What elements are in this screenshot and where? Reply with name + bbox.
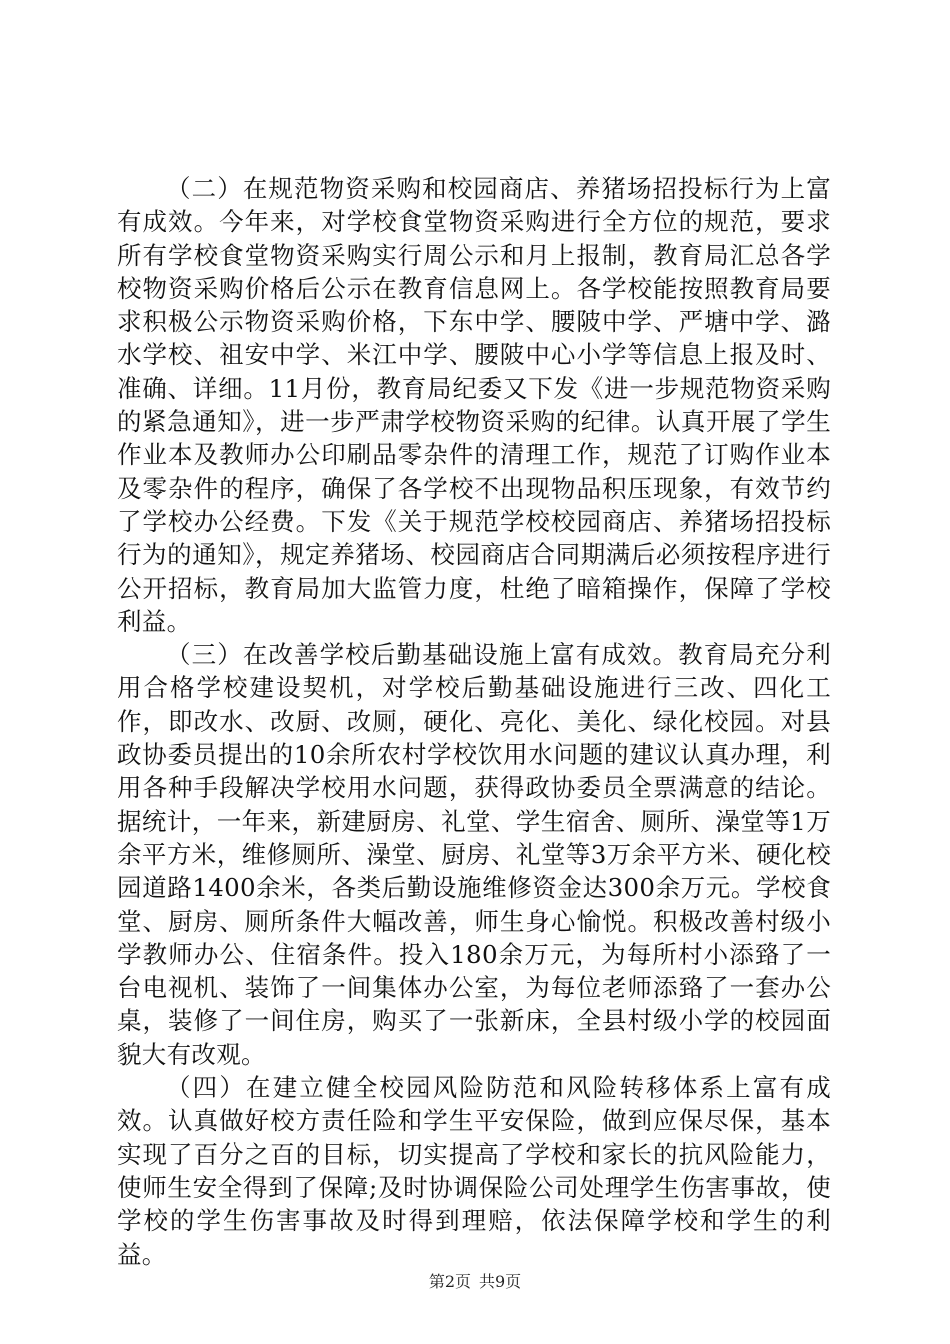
document-body [117,172,831,1271]
paragraph-infrastructure: （三）在改善学校后勤基础设施上富有成效。教育局充分利用合格学校建设契机，对学校后勤基础设施进行三改、四化工作，即改水、改厨、改厕，硬化、亮化、美化、绿化校园。对县政协委员提出的10余所农村学校饮用水问题的建议认真办理，利用各种手段解决学校用水问题，获得政协委员全票满意的结论。据统计，一年来，新建厨房、礼堂、学生宿舍、厕所、澡堂等1万余平方米，维修厕所、澡堂、厨房、礼堂等3万余平方米、硬化校园道路1400余米，各类后勤设施维修资金达300余万元。学校食堂、厨房、厕所条件大幅改善，师生身心愉悦。积极改善村级小学教师办公、住宿条件。投入180余万元，为每所村小添臵了一台电视机、装饰了一间集体办公室，为每位老师添臵了一套办公桌，装修了一间住房，购买了一张新床，全县村级小学的校园面貌大有改观。 [117,640,831,1069]
page-total: 共9页 [479,1272,522,1291]
paragraph-procurement: （二）在规范物资采购和校园商店、养猪场招投标行为上富有成效。今年来，对学校食堂物资采购进行全方位的规范，要求所有学校食堂物资采购实行周公示和月上报制，教育局汇总各学校物资采购价格后公示在教育信息网上。各学校能按照教育局要求积极公示物资采购价格，下东中学、腰陂中学、严塘中学、潞水学校、祖安中学、米江中学、腰陂中心小学等信息上报及时、准确、详细。11月份，教育局纪委又下发《进一步规范物资采购的紧急通知》，进一步严肃学校物资采购的纪律。认真开展了学生作业本及教师办公印刷品零杂件的清理工作，规范了订购作业本及零杂件的程序，确保了各学校不出现物品积压现象，有效节约了学校办公经费。下发《关于规范学校校园商店、养猪场招投标行为的通知》，规定养猪场、校园商店合同期满后必须按程序进行公开招标，教育局加大监管力度，杜绝了暗箱操作，保障了学校利益。 [117,174,831,636]
page-footer [0,1272,950,1292]
page-number: 第2页 [428,1272,471,1291]
paragraph-risk-prevention: （四）在建立健全校园风险防范和风险转移体系上富有成效。认真做好校方责任险和学生平安保险，做到应保尽保，基本实现了百分之百的目标，切实提高了学校和家长的抗风险能力，使师生安全得到了保障;及时协调保险公司处理学生伤害事故，使学校的学生伤害事故及时得到理赔，依法保障学校和学生的利益。 [117,1073,831,1269]
